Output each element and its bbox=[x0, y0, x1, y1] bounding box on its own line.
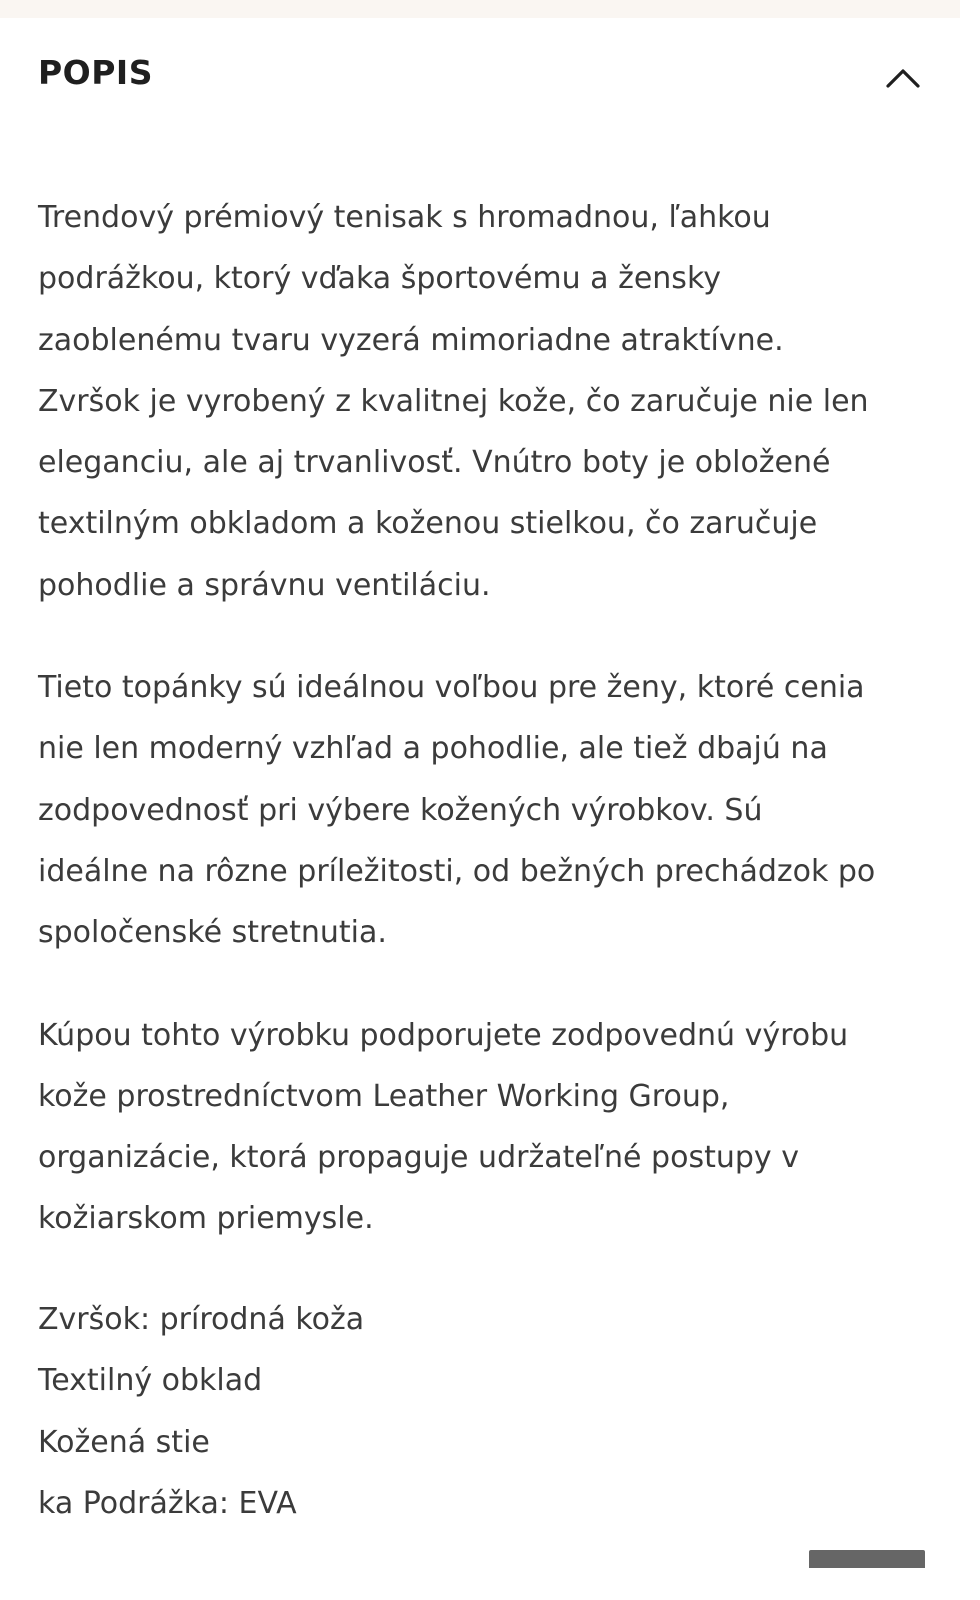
spec-line: Zvršok: prírodná koža bbox=[38, 1302, 365, 1337]
description-line: organizácie, ktorá propaguje udržateľné postupy v bbox=[38, 1140, 799, 1176]
description-line: podrážkou, ktorý vďaka športovému a žensky bbox=[38, 261, 721, 297]
top-strip bbox=[0, 0, 960, 18]
product-description bbox=[38, 187, 943, 1250]
description-line: kože prostredníctvom Leather Working Group, bbox=[38, 1078, 730, 1114]
description-line: eleganciu, ale aj trvanlivosť. Vnútro boty je obložené bbox=[38, 445, 831, 481]
spec-line: Kožená stie bbox=[38, 1424, 210, 1460]
description-line: textilným obkladom a koženou stielkou, čo zaručuje bbox=[38, 506, 818, 542]
description-line: nie len moderný vzhľad a pohodlie, ale tiež dbajú na bbox=[38, 731, 828, 767]
description-paragraph-2 bbox=[38, 657, 943, 963]
description-line: Tieto topánky sú ideálnou voľbou pre ženy, ktoré cenia bbox=[38, 670, 865, 706]
product-specs bbox=[38, 1289, 364, 1534]
collapse-toggle-button[interactable] bbox=[880, 58, 926, 98]
partial-bottom-button[interactable] bbox=[809, 1550, 925, 1568]
description-line: zodpovednosť pri výbere kožených výrobkov. Sú bbox=[38, 792, 763, 828]
description-line: ideálne na rôzne príležitosti, od bežných prechádzok po bbox=[38, 853, 876, 889]
chevron-up-icon bbox=[885, 67, 921, 89]
description-line: pohodlie a správnu ventiláciu. bbox=[38, 567, 491, 603]
spec-line: ka Podrážka: EVA bbox=[38, 1485, 297, 1521]
section-title: POPIS bbox=[38, 53, 153, 92]
description-paragraph-3 bbox=[38, 1005, 943, 1250]
description-line: Kúpou tohto výrobku podporujete zodpovednú výrobu bbox=[38, 1017, 849, 1053]
description-line: zaoblenému tvaru vyzerá mimoriadne atraktívne. bbox=[38, 322, 784, 358]
description-accordion-header[interactable] bbox=[0, 18, 960, 138]
description-line: kožiarskom priemysle. bbox=[38, 1201, 374, 1237]
description-line: Zvršok je vyrobený z kvalitnej kože, čo zaručuje nie len bbox=[38, 383, 869, 419]
description-paragraph-1 bbox=[38, 187, 943, 616]
spec-line: Textilný obklad bbox=[38, 1363, 263, 1399]
description-line: Trendový prémiový tenisak s hromadnou, ľahkou bbox=[38, 200, 771, 235]
description-line: spoločenské stretnutia. bbox=[38, 915, 387, 951]
